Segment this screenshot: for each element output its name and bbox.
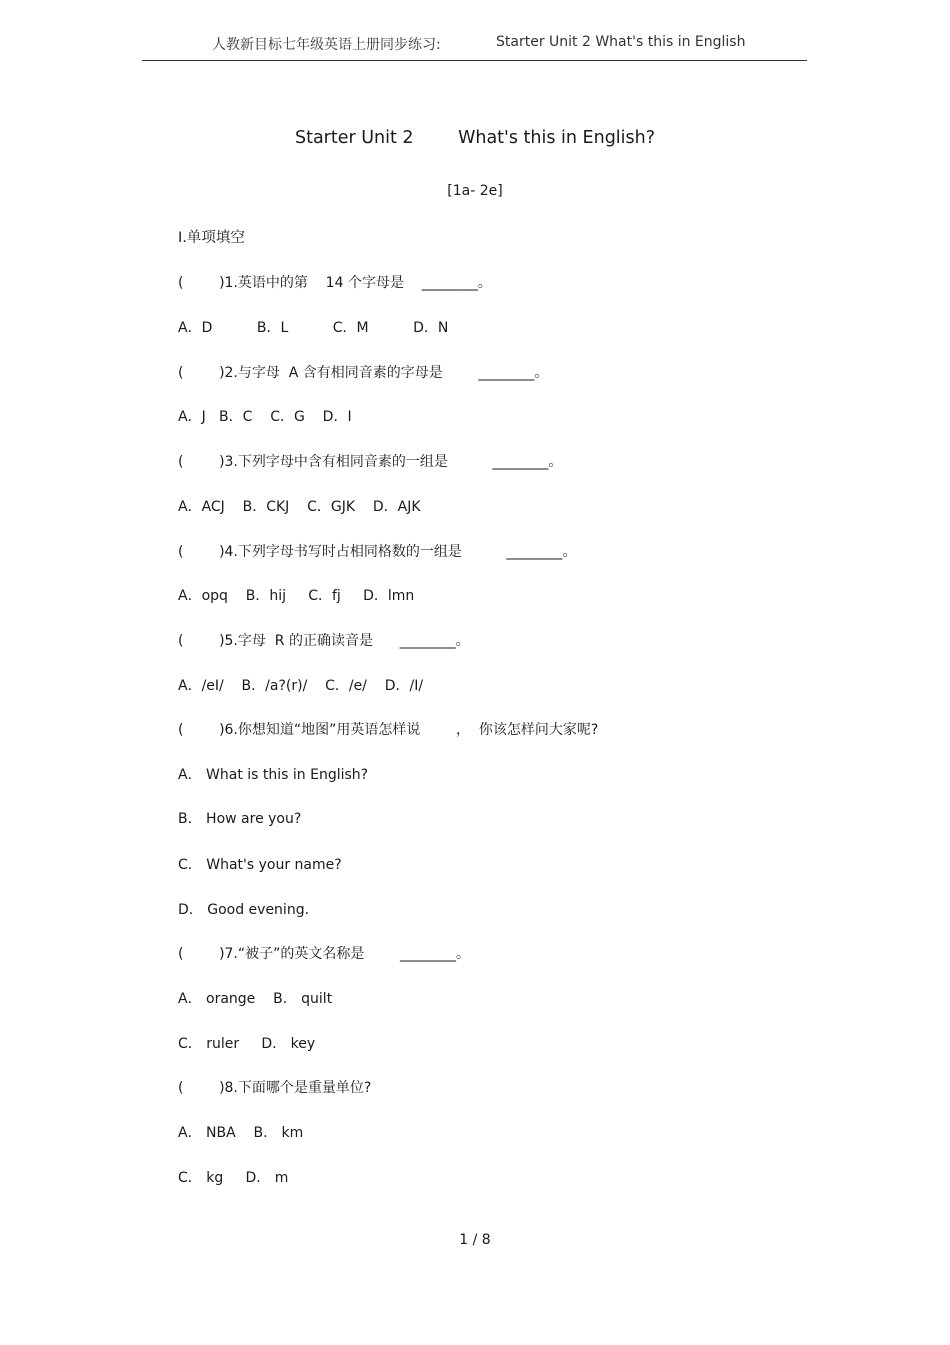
options-7ab: A． orange B． quilt [178,991,333,1007]
options-3: A．ACJ B．CKJ C．GJK D．AJK [178,499,421,515]
option-6b: B． How are you? [178,811,302,827]
question-2: ( )2.与字母 A 含有相同音素的字母是 ________。 [178,365,549,381]
question-7: ( )7.“被子”的英文名称是 ________。 [178,946,470,962]
option-6a: A． What is this in English? [178,767,369,783]
options-8cd: C． kg D． m [178,1170,289,1186]
header-right-text: Starter Unit 2 What's this in English [496,34,746,50]
question-6: ( )6.你想知道“地图”用英语怎样说 ， 你该怎样问大家呢? [178,722,599,738]
question-8: ( )8.下面哪个是重量单位? [178,1080,372,1096]
page-header [142,34,807,61]
header-left-text: 人教新目标七年级英语上册同步练习: [212,37,441,53]
options-8ab: A． NBA B． km [178,1125,304,1141]
question-3: ( )3.下列字母中含有相同音素的一组是 ________。 [178,454,563,470]
question-5: ( )5.字母 R 的正确读音是 ________。 [178,633,470,649]
options-2: A．J B．C C．G D．I [178,409,352,425]
options-5: A．/eI/ B．/a?(r)/ C．/e/ D．/I/ [178,678,424,694]
options-4: A．opq B．hij C．fj D．lmn [178,588,415,604]
document-subtitle: [1a- 2e] [447,183,503,199]
options-1: A．D B．L C．M D．N [178,320,449,336]
question-4: ( )4.下列字母书写时占相同格数的一组是 ________。 [178,544,577,560]
question-1: ( )1.英语中的第 14 个字母是 ________。 [178,275,492,291]
section-title: Ⅰ.单项填空 [178,230,245,246]
document-title: Starter Unit 2 What's this in English? [294,128,656,148]
options-7cd: C． ruler D． key [178,1036,316,1052]
option-6c: C． What's your name? [178,857,342,873]
option-6d: D． Good evening. [178,902,310,918]
page-number: 1 / 8 [459,1232,491,1248]
